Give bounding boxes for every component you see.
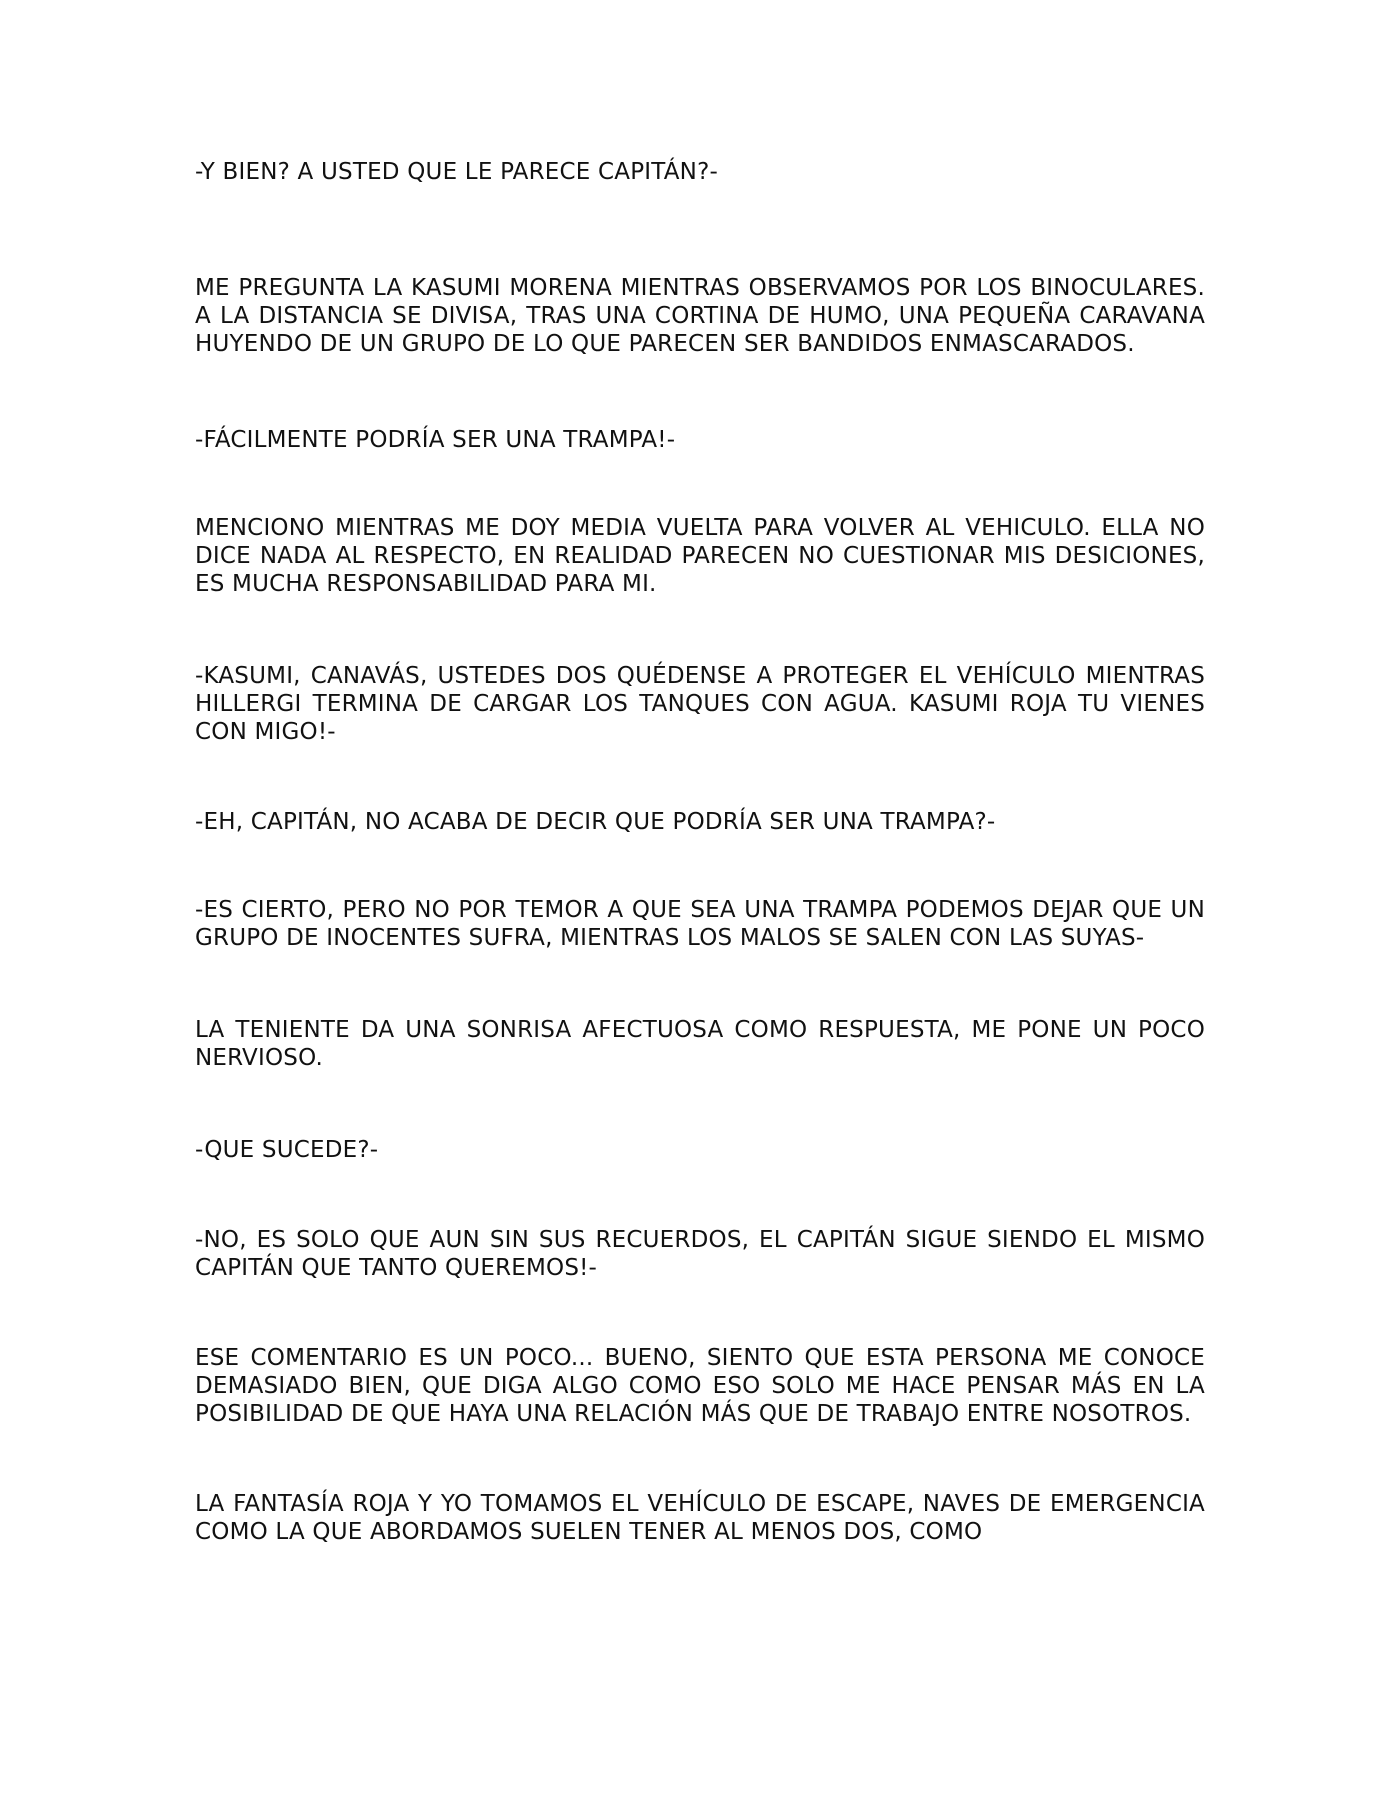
dialogue-paragraph: -QUE SUCEDE?- [195, 1137, 379, 1163]
narration-paragraph: MENCIONO MIENTRAS ME DOY MEDIA VUELTA PARA VOLVER AL VEHICULO. ELLA NO DICE NADA AL RESPECTO, EN REALIDAD PARECEN NO CUESTIONAR MIS DESICIONES, ES MUCHA RESPONSABILIDAD PARA MI. [195, 515, 1205, 597]
dialogue-paragraph: -FÁCILMENTE PODRÍA SER UNA TRAMPA!- [195, 427, 676, 453]
narration-paragraph: LA TENIENTE DA UNA SONRISA AFECTUOSA COMO RESPUESTA, ME PONE UN POCO NERVIOSO. [195, 1017, 1205, 1071]
dialogue-paragraph: -NO, ES SOLO QUE AUN SIN SUS RECUERDOS, EL CAPITÁN SIGUE SIENDO EL MISMO CAPITÁN QUE TANTO QUEREMOS!- [195, 1227, 1205, 1281]
dialogue-paragraph: -ES CIERTO, PERO NO POR TEMOR A QUE SEA UNA TRAMPA PODEMOS DEJAR QUE UN GRUPO DE INOCENTES SUFRA, MIENTRAS LOS MALOS SE SALEN CON LAS SUYAS- [195, 897, 1205, 951]
text-column [195, 158, 1205, 1546]
dialogue-paragraph: -EH, CAPITÁN, NO ACABA DE DECIR QUE PODRÍA SER UNA TRAMPA?- [195, 809, 996, 835]
narration-paragraph: LA FANTASÍA ROJA Y YO TOMAMOS EL VEHÍCULO DE ESCAPE, NAVES DE EMERGENCIA COMO LA QUE ABORDAMOS SUELEN TENER AL MENOS DOS, COMO [195, 1491, 1205, 1545]
narration-paragraph: ESE COMENTARIO ES UN POCO... BUENO, SIENTO QUE ESTA PERSONA ME CONOCE DEMASIADO BIEN, QUE DIGA ALGO COMO ESO SOLO ME HACE PENSAR MÁS EN LA POSIBILIDAD DE QUE HAYA UNA RELACIÓN MÁS QUE DE TRABAJO ENTRE NOSOTROS. [195, 1345, 1205, 1427]
narration-paragraph: ME PREGUNTA LA KASUMI MORENA MIENTRAS OBSERVAMOS POR LOS BINOCULARES. A LA DISTANCIA SE DIVISA, TRAS UNA CORTINA DE HUMO, UNA PEQUEÑA CARAVANA HUYENDO DE UN GRUPO DE LO QUE PARECEN SER BANDIDOS ENMASCARADOS. [195, 275, 1205, 357]
dialogue-paragraph: -KASUMI, CANAVÁS, USTEDES DOS QUÉDENSE A PROTEGER EL VEHÍCULO MIENTRAS HILLERGI TERMINA DE CARGAR LOS TANQUES CON AGUA. KASUMI ROJA TU VIENES CON MIGO!- [195, 663, 1205, 745]
dialogue-paragraph: -Y BIEN? A USTED QUE LE PARECE CAPITÁN?- [195, 159, 718, 185]
